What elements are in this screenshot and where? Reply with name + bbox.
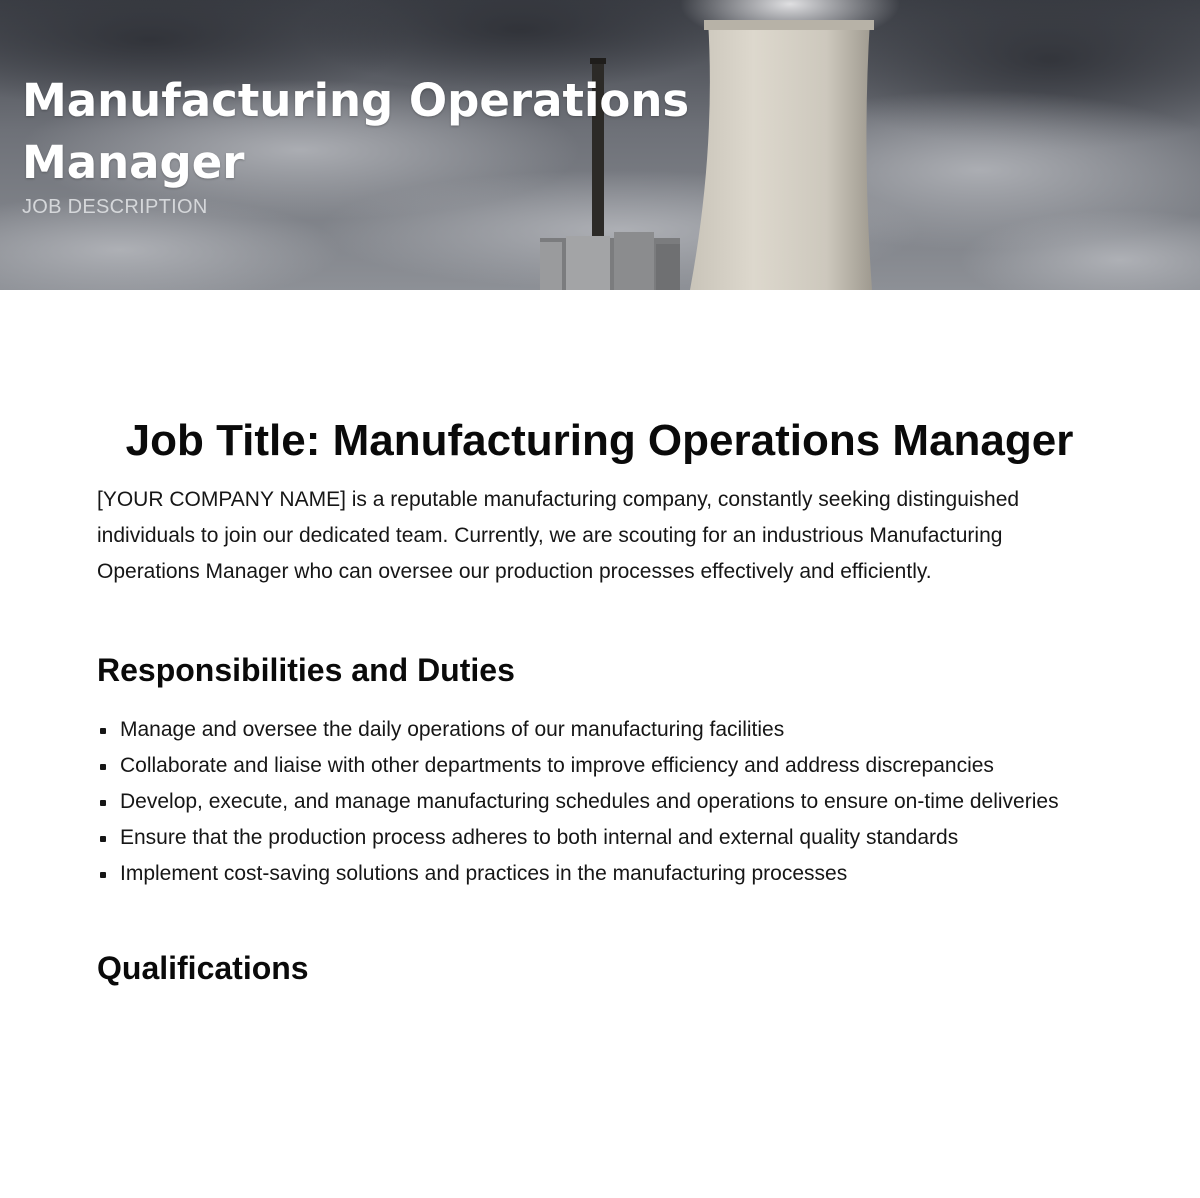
job-description-body: [97, 412, 1102, 988]
list-item: Collaborate and liaise with other departments to improve efficiency and address discrepancies: [97, 748, 1102, 784]
responsibilities-list: [97, 712, 1102, 892]
header-banner: [0, 0, 1200, 290]
page-title: Job Title: Manufacturing Operations Manager: [125, 416, 1074, 465]
list-item: Ensure that the production process adheres to both internal and external quality standards: [97, 820, 1102, 856]
intro-paragraph: [YOUR COMPANY NAME] is a reputable manufacturing company, constantly seeking distinguished individuals to join our dedicated team. Currently, we are scouting for an industrious Manufacturing Operations Manager who can oversee our production processes effectively and efficiently.: [97, 488, 1020, 583]
qualifications-heading: Qualifications: [97, 950, 309, 986]
list-item: Manage and oversee the daily operations of our manufacturing facilities: [97, 712, 1102, 748]
list-item: Implement cost-saving solutions and practices in the manufacturing processes: [97, 856, 1102, 892]
list-item: Develop, execute, and manage manufacturing schedules and operations to ensure on-time deliveries: [97, 784, 1102, 820]
responsibilities-heading: Responsibilities and Duties: [97, 652, 515, 688]
banner-title: Manufacturing Operations Manager: [22, 74, 690, 189]
banner-subtitle: JOB DESCRIPTION: [22, 196, 208, 218]
